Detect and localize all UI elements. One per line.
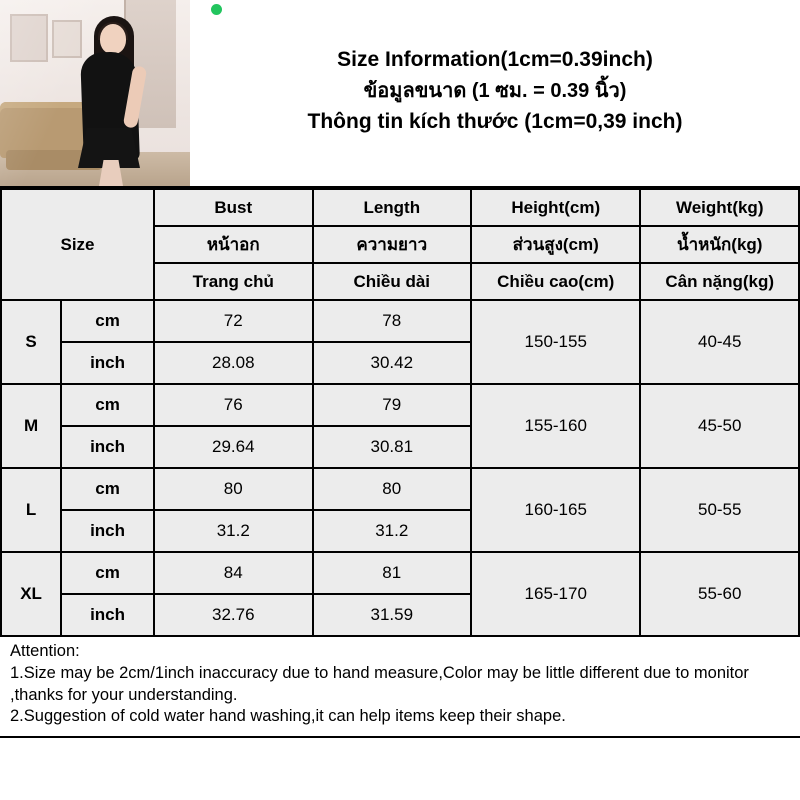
- cell-bust-inch: 32.76: [154, 594, 313, 636]
- cell-height: 165-170: [471, 552, 640, 636]
- cell-bust-cm: 72: [154, 300, 313, 342]
- table-row: [1, 552, 799, 594]
- cell-bust-inch: 31.2: [154, 510, 313, 552]
- attention-line-1: 1.Size may be 2cm/1inch inaccuracy due to hand measure,Color may be little different due to monitor ,thanks for your understanding.: [10, 664, 749, 704]
- cell-bust-inch: 28.08: [154, 342, 313, 384]
- page-title-en: Size Information(1cm=0.39inch): [337, 48, 653, 72]
- row-size-label: M: [1, 384, 61, 468]
- header-height-th: ส่วนสูง(cm): [471, 226, 640, 263]
- header-size-label: Size: [1, 189, 154, 300]
- header: [0, 0, 800, 188]
- cell-height: 150-155: [471, 300, 640, 384]
- header-weight-vi: Cân nặng(kg): [640, 263, 799, 300]
- status-dot: [211, 4, 222, 15]
- cell-length-inch: 30.81: [313, 426, 472, 468]
- row-unit-cm: cm: [61, 552, 154, 594]
- attention-line-2: 2.Suggestion of cold water hand washing,it can help items keep their shape.: [10, 707, 566, 726]
- cell-length-cm: 80: [313, 468, 472, 510]
- table-row: [1, 384, 799, 426]
- product-photo: [0, 0, 190, 186]
- row-unit-inch: inch: [61, 510, 154, 552]
- cell-length-cm: 79: [313, 384, 472, 426]
- row-unit-cm: cm: [61, 384, 154, 426]
- table-row: [1, 468, 799, 510]
- page-title-vi: Thông tin kích thước (1cm=0,39 inch): [307, 109, 683, 133]
- header-length-vi: Chiều dài: [313, 263, 472, 300]
- row-unit-cm: cm: [61, 468, 154, 510]
- cell-bust-cm: 80: [154, 468, 313, 510]
- header-bust-en: Bust: [154, 189, 313, 226]
- title-block: [190, 0, 800, 186]
- row-size-label: XL: [1, 552, 61, 636]
- header-bust-vi: Trang chủ: [154, 263, 313, 300]
- cell-weight: 50-55: [640, 468, 799, 552]
- header-height-en: Height(cm): [471, 189, 640, 226]
- product-photo-image: [0, 0, 190, 186]
- header-length-th: ความยาว: [313, 226, 472, 263]
- cell-length-cm: 81: [313, 552, 472, 594]
- cell-weight: 40-45: [640, 300, 799, 384]
- header-bust-th: หน้าอก: [154, 226, 313, 263]
- header-length-en: Length: [313, 189, 472, 226]
- cell-bust-cm: 76: [154, 384, 313, 426]
- header-height-vi: Chiều cao(cm): [471, 263, 640, 300]
- cell-length-inch: 30.42: [313, 342, 472, 384]
- cell-bust-inch: 29.64: [154, 426, 313, 468]
- size-table: [0, 188, 800, 637]
- photo-highlight: [0, 0, 190, 186]
- header-weight-en: Weight(kg): [640, 189, 799, 226]
- row-size-label: S: [1, 300, 61, 384]
- attention-title: Attention:: [10, 642, 80, 660]
- row-size-label: L: [1, 468, 61, 552]
- row-unit-inch: inch: [61, 594, 154, 636]
- cell-length-inch: 31.59: [313, 594, 472, 636]
- cell-bust-cm: 84: [154, 552, 313, 594]
- row-unit-inch: inch: [61, 342, 154, 384]
- cell-height: 155-160: [471, 384, 640, 468]
- table-row: [1, 300, 799, 342]
- row-unit-cm: cm: [61, 300, 154, 342]
- cell-weight: 55-60: [640, 552, 799, 636]
- cell-length-inch: 31.2: [313, 510, 472, 552]
- row-unit-inch: inch: [61, 426, 154, 468]
- cell-height: 160-165: [471, 468, 640, 552]
- cell-weight: 45-50: [640, 384, 799, 468]
- page-title-th: ข้อมูลขนาด (1 ซม. = 0.39 นิ้ว): [363, 79, 627, 102]
- table-header-row-en: [1, 189, 799, 226]
- cell-length-cm: 78: [313, 300, 472, 342]
- header-weight-th: น้ำหนัก(kg): [640, 226, 799, 263]
- attention-block: [0, 637, 800, 738]
